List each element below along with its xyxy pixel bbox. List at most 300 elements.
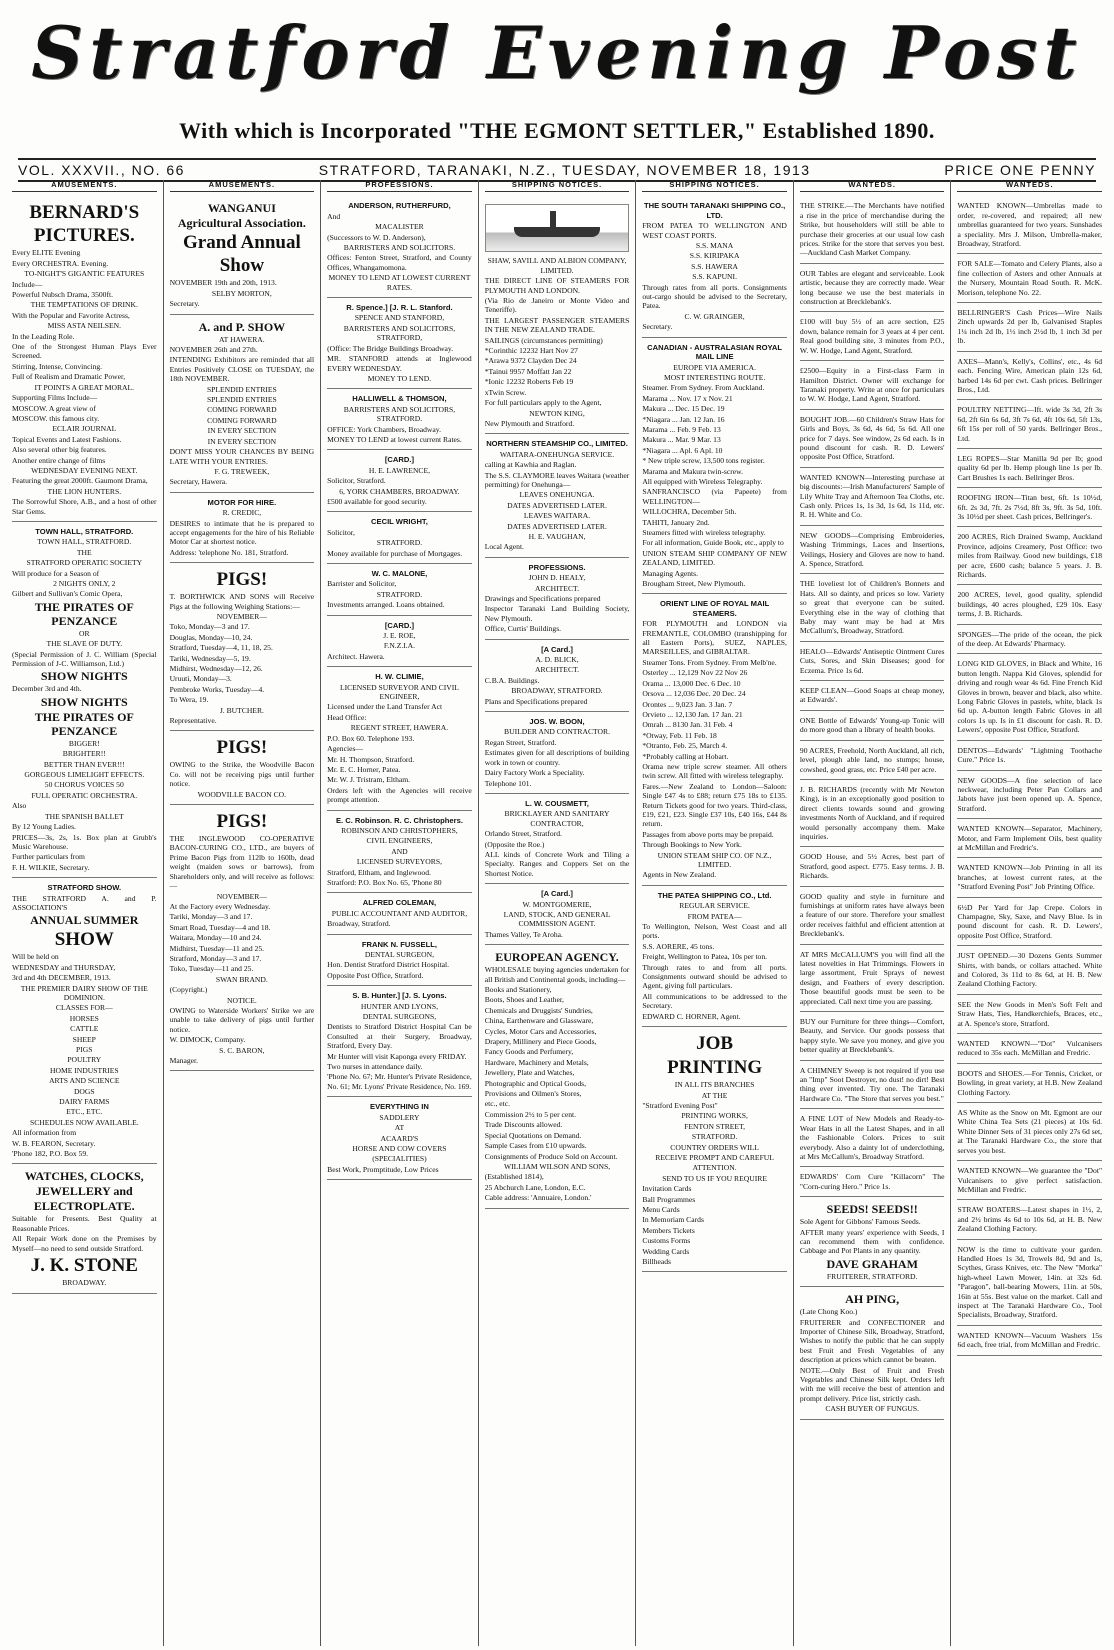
ad-line: Hardware, Machinery and Metals, <box>484 1057 589 1067</box>
ad-line: WANGANUI <box>207 201 276 216</box>
ad-line: SAILINGS (circumstances permitting) <box>484 335 603 345</box>
ad-line: THE <box>76 547 92 557</box>
ad-line: SHOW NIGHTS <box>40 694 128 709</box>
ad-line: PIGS! <box>216 569 268 591</box>
ad-line: Orders left with the Agencies will receive prompt attention. <box>327 785 472 805</box>
ad-line: F. G. TREWEEK, <box>214 466 270 476</box>
advertisement <box>12 878 157 1164</box>
column-7 <box>951 180 1108 1646</box>
ad-line: Tariki, Monday—3 and 17. <box>169 912 253 922</box>
ad-line: IN EVERY SECTION <box>207 426 277 436</box>
ad-line: REGENT STREET, HAWERA. <box>350 723 449 733</box>
ad-line: JEWELLERY and <box>35 1184 133 1199</box>
ad-line: Also several other big features. <box>12 445 107 455</box>
advertisement <box>170 805 315 1071</box>
ad-line: AND <box>391 846 408 856</box>
ad-line: Mr. H. Thompson, Stratford. <box>327 754 415 764</box>
ad-line: SPLENDID ENTRIES <box>206 384 277 394</box>
ad-line: NOTE.—Only Best of Fruit and Fresh Vegetables and Chinese Silk kept. Orders left with me will receive the best of attention and prompt delivery. Price list, strictly cash. <box>799 1365 945 1403</box>
advertisement <box>327 811 472 894</box>
ad-line: HORSES <box>69 1013 99 1023</box>
ad-line: MONEY TO LEND AT LOWEST CURRENT RATES. <box>328 273 471 292</box>
ad-line: Best Work, Promptitude, Low Prices <box>327 1164 439 1174</box>
ad-line: SADDLERY <box>379 1112 420 1122</box>
advertisement <box>957 946 1102 995</box>
ad-line: Agencies— <box>327 744 364 754</box>
ad-line: TAHITI, January 2nd. <box>642 517 710 527</box>
ad-line: Smart Road, Tuesday—4 and 18. <box>169 922 271 932</box>
ad-line: GORGEOUS LIMELIGHT EFFECTS. <box>24 770 145 780</box>
advertisement <box>800 361 945 410</box>
advertisement <box>800 1197 945 1287</box>
ad-line: Supporting Films Include— <box>12 393 98 403</box>
ad-line: Drapery, Millinery and Piece Goods, <box>484 1037 597 1047</box>
ad-line: A FINE LOT of New Models and Ready-to-Wear Hats in all the Latest Shapes, and in all the Fashionable Colors. Prices to suit everybody. Also a dainty lot of underclothing, at Mrs McCallum's, Broadway Stratford. <box>799 1114 945 1161</box>
column-header: AMUSEMENTS. <box>12 180 157 192</box>
ad-line: J. BUTCHER. <box>219 705 264 715</box>
ad-line: Marama and Makura twin-screw. <box>642 466 744 476</box>
advertisement <box>642 886 787 1027</box>
ad-line: C. W. GRAINGER, <box>684 311 745 321</box>
ad-line: Plans and Specifications prepared <box>484 696 588 706</box>
ad-line: 'Phone No. 67; Mr. Hunter's Private Residence, No. 61; Mr. Lyons' Private Residence, No. 169. <box>327 1072 472 1091</box>
advertisement <box>957 449 1102 488</box>
ad-line: ARCHITECT. <box>535 583 579 593</box>
ad-line: S. C. BARON, <box>219 1045 265 1055</box>
ad-line: NOVEMBER— <box>216 891 267 901</box>
ad-line: Will produce for a Season of <box>12 568 100 578</box>
ad-line: Jewellery, Plate and Watches, <box>484 1068 575 1078</box>
ad-line: F. H. WILKIE, Secretary. <box>12 862 90 872</box>
ad-line: NEW GOODS—Comprising Embroideries, Washing Trimmings, Laces and Insertions, Veilings, Hosiery and Gloves are now to hand. A. Spence, Stratford. <box>799 530 945 568</box>
ad-line: Regan Street, Stratford. <box>484 737 557 747</box>
ad-line: £2500—Equity in a First-class Farm in Hamilton District. Owner will exchange for Taranaki property. Write at once for particulars to W. W. Hodge, Land Agent, Stratford. <box>799 366 945 404</box>
ad-line: S.S. AORERE, 45 tons. <box>642 941 715 951</box>
ad-line: THE STRATFORD A. and P. ASSOCIATION'S <box>12 893 157 912</box>
ad-line: Uruuti, Monday—3. <box>169 674 232 684</box>
ad-line: New Plymouth and Stratford. <box>484 418 575 428</box>
ad-line: Cycles, Motor Cars and Accessories, <box>484 1026 597 1036</box>
ad-line: Every ORCHESTRA. Evening. <box>12 258 109 268</box>
advertisement <box>800 468 945 526</box>
ad-line: DESIRES to intimate that he is prepared to accept engagements for the hire of his Reliable Motor Car at shortest notice. <box>169 518 315 547</box>
advertisement <box>485 640 630 712</box>
ad-line: DOGS <box>73 1086 95 1096</box>
ad-line: EUROPEAN AGENCY. <box>495 950 619 965</box>
ad-line: Pembroke Works, Tuesday—4. <box>169 684 265 694</box>
ad-line: [CARD.] <box>384 620 414 630</box>
ad-line: [A Card.] <box>541 889 573 899</box>
ad-line: J. E. ROE, <box>383 631 416 641</box>
ad-line: BARRISTERS AND SOLICITORS. <box>343 243 456 253</box>
ad-line: WILLOCHRA, December 5th. <box>642 507 737 517</box>
advertisement <box>485 558 630 640</box>
ad-line: Solicitor, <box>327 527 355 537</box>
advertisement <box>957 1103 1102 1161</box>
ad-line: SPONGES—The pride of the ocean, the pick of the deep. At Edwards' Pharmacy. <box>957 629 1103 649</box>
ad-line: HEALO—Edwards' Antiseptic Ointment Cures Cuts, Sores, and Skin Diseases; good for Eczema. Price 1s 6d. <box>799 646 945 675</box>
ad-line: Waitara, Monday—10 and 24. <box>169 933 262 943</box>
ad-line: (SPECIALITIES) <box>372 1154 427 1164</box>
ad-line: MONEY TO LEND at lowest current Rates. <box>327 434 462 444</box>
ad-line: S.S. MANA <box>695 241 734 251</box>
ad-line: *Ionic 12232 Roberts Feb 19 <box>484 377 574 387</box>
ad-line: CATTLE <box>70 1024 99 1034</box>
ad-line: All equipped with Wireless Telegraphy. <box>642 476 763 486</box>
ad-line: Members Tickets <box>642 1225 695 1235</box>
ad-line: FROM PATEA— <box>687 911 742 921</box>
ad-line: For all information, Guide Book, etc., apply to <box>642 538 784 548</box>
ad-line: Mr. E. C. Horner, Patea. <box>327 764 401 774</box>
ad-line: ACAARD'S <box>380 1133 419 1143</box>
steamship-illustration <box>485 204 630 252</box>
ad-line: *Tainui 9957 Moffatt Jan 22 <box>484 366 572 376</box>
ad-line: ONE Bottle of Edwards' Young-up Tonic will do more good than a library of health books. <box>799 715 945 735</box>
ad-line: CIVIL ENGINEERS, <box>366 836 433 846</box>
ad-line: SEEDS! SEEDS!! <box>826 1202 918 1217</box>
advertisement <box>957 654 1102 740</box>
ad-line: MR. STANFORD attends at Inglewood EVERY WEDNESDAY. <box>327 354 472 373</box>
ad-line: SHOW <box>54 929 114 951</box>
ad-line: Toko, Monday—3 and 17. <box>169 622 250 632</box>
ad-line: RECEIVE PROMPT AND CAREFUL <box>655 1152 774 1162</box>
advertisement <box>642 338 787 595</box>
advertisement <box>170 731 315 805</box>
ad-line: AT THE <box>701 1090 728 1100</box>
place-date: STRATFORD, TARANAKI, N.Z., TUESDAY, NOVEMBER 18, 1913 <box>318 162 811 178</box>
ad-line: OWING to Waterside Workers' Strike we are unable to take delivery of pigs until further notice. <box>169 1005 315 1034</box>
ad-line: NEWTON KING, <box>529 408 585 418</box>
ad-line: COMING FORWARD <box>207 405 277 415</box>
ad-line: Two nurses in attendance daily. <box>327 1062 423 1072</box>
ad-line: PRINTING WORKS, <box>681 1111 748 1121</box>
ad-line: S. B. Hunter.] [J. S. Lyons. <box>352 991 447 1001</box>
advertisement <box>800 410 945 468</box>
ad-line: Thames Valley, Te Aroha. <box>484 929 563 939</box>
advertisement <box>485 196 630 434</box>
ad-line: 6½D Per Yard for Jap Crepe. Colors in Champagne, Sky, Saxe, and Navy Blue. Is in pound discount for cash. R. D. Lewers', opposite Post Office, Stratford. <box>957 902 1103 940</box>
ad-line: One of the Strongest Human Plays Ever Screened. <box>12 342 157 361</box>
ad-line: *Niagara ... Apl. 6 Apl. 10 <box>642 445 723 455</box>
ad-line: (Copyright.) <box>169 985 208 995</box>
ad-line: AT <box>394 1123 405 1133</box>
ad-line: Powerful Nubsch Drama, 3500ft. <box>12 290 114 300</box>
ad-line: Secretary. <box>169 299 200 309</box>
ad-line: ARTS AND SCIENCE <box>49 1076 120 1086</box>
ad-line: LEG ROPES—Star Manilla 9d per lb; good quality 6d per lb. Hemp plough line 1s per lb. Cart Brushes 1s each. Bellringer Bros. <box>957 453 1103 482</box>
ad-line: LICENSED SURVEYOR AND CIVIL ENGINEER, <box>339 682 459 702</box>
ad-line: Topical Events and Latest Fashions. <box>12 434 122 444</box>
advertisement <box>327 298 472 389</box>
ad-line: December 3rd and 4th. <box>12 684 82 694</box>
ad-line: Billheads <box>642 1257 671 1266</box>
advertisement <box>957 352 1102 401</box>
ad-line: HUNTER AND LYONS, <box>360 1001 438 1011</box>
ad-line: C.B.A. Buildings. <box>484 675 540 685</box>
ad-line: (Office: The Bridge Buildings Broadway. <box>327 343 454 353</box>
ad-line: THE PREMIER DAIRY SHOW OF THE DOMINION. <box>20 983 148 1002</box>
ad-line: SWAN BRAND. <box>215 974 268 984</box>
ad-line: Fares.—New Zealand to London—Saloon: Single £47 4s to £88; return £75 18s to £135. Return Tickets good for two years. Third-class, £19, £21, £23. Single £37 10s, £40 16s, £44 8s return. <box>642 781 787 829</box>
ad-line: 200 ACRES, Rich Drained Swamp, Auckland Province, adjoins Creamery, Post Office: two miles from Railway. Good new buildings, £18 per acre, £600 cash; balance 5 years. J. B. Richards. <box>957 532 1103 579</box>
ad-line: CLASSES FOR— <box>55 1003 113 1013</box>
ad-line: Mr Hunter will visit Kaponga every FRIDAY. <box>327 1051 467 1061</box>
ad-line: COUNTRY ORDERS WILL <box>670 1142 759 1152</box>
ad-line: MACALISTER <box>375 222 424 232</box>
advertisement <box>642 196 787 337</box>
ad-line: CASH BUYER OF FUNGUS. <box>825 1404 920 1414</box>
ad-line: Omrah ... 8130 Jan. 31 Feb. 4 <box>642 720 733 730</box>
ad-line: R. Spence.] [J. R. L. Stanford. <box>346 303 453 313</box>
ad-line: Include— <box>12 279 43 289</box>
advertisement <box>327 512 472 564</box>
ad-line: *Otway, Feb. 11 Feb. 18 <box>642 730 717 740</box>
column-header: PROFESSIONS. <box>327 180 472 192</box>
advertisement <box>12 522 157 878</box>
ad-line: Osterley ... 12,129 Nov 22 Nov 26 <box>642 668 748 678</box>
column-1 <box>6 180 164 1646</box>
ad-line: TO-NIGHT'S GIGANTIC FEATURES <box>24 269 145 279</box>
ad-line: *Otranto, Feb. 25, March 4. <box>642 741 728 751</box>
ad-line: KEEP CLEAN—Good Soaps at cheap money, at Edwards'. <box>799 686 945 705</box>
ad-line: W. MONTGOMERIE, <box>522 899 592 909</box>
ad-line: GOOD House, and 5½ Acres, best part of Stratford, good aspect. £775. Easy terms. J. B. Richards. <box>799 852 945 881</box>
ad-line: "Stratford Evening Post" <box>642 1100 718 1110</box>
advertisement <box>957 819 1102 858</box>
advertisement <box>327 1097 472 1180</box>
ad-line: Marama ... Nov. 17 x Nov. 21 <box>642 393 733 403</box>
ad-line: OUR Tables are elegant and serviceable. Look artistic, because they are correctly made. Wear long because we use the best materials in construction at Brecklebank's. <box>799 268 945 307</box>
column-5 <box>636 180 794 1646</box>
ad-line: W. B. FEARON, Secretary. <box>12 1138 96 1148</box>
ad-line: Makura ... Dec. 15 Dec. 19 <box>642 404 725 414</box>
ad-line: Menu Cards <box>642 1204 680 1214</box>
ad-line: NEW GOODS—A fine selection of lace neckwear, including Peter Pan Collars and Jabots have just been opened up. A. Spence, Stratford. <box>957 775 1103 813</box>
ad-line: 90 ACRES, Freehold, North Auckland, all rich, level, plough able land, no stumps; house, cowshed, good grass, etc. Price £40 per acre. <box>799 745 945 774</box>
ad-line: A CHIMNEY Sweep is not required if you use an "Imp" Soot Destroyer, no dust! no dirt! Best thing ever invented. Try one. The Taranaki Hardware Co. "The Store that serves you best." <box>799 1065 945 1103</box>
advertisement <box>327 450 472 512</box>
advertisement <box>642 1027 787 1272</box>
ad-line: [A Card.] <box>541 644 573 654</box>
ad-line: Estimates given for all descriptions of building work in town or country. <box>484 748 630 767</box>
ad-line: ORIENT LINE OF ROYAL MAIL STEAMERS. <box>659 599 770 618</box>
ad-line: Full of Realism and Dramatic Power, <box>12 372 126 382</box>
ad-line: ANDERSON, RUTHERFURD, <box>348 201 451 211</box>
ad-line: POULTRY NETTING—Ift. wide 3s 3d, 2ft 3s 6d, 2ft 6in 6s 6d, 3ft 7s 6d, 4ft 10s 6d, 5ft 13s, 6ft 15s per roll of 50 yards. Bellringer Bros., Ltd. <box>957 405 1103 443</box>
advertisement <box>957 1034 1102 1064</box>
ad-line: Cable address: 'Annuaire, London.' <box>484 1193 592 1203</box>
advertisement <box>642 594 787 885</box>
ad-line: WANTED KNOWN—Separator, Machinery, Motor, and Farm Implement Oils, best quality at McMillan and Fredric's. <box>957 824 1103 852</box>
ad-line: calling at Kawhia and Raglan. <box>484 460 577 470</box>
ad-line: WEDNESDAY EVENING NEXT. <box>31 465 138 475</box>
ad-line: BUY our Furniture for three things—Comfort, Beauty, and Service. Our goods possess that happy style. We save you money, and give you better quality at Brecklebank's. <box>799 1017 945 1055</box>
advertisement <box>800 196 945 263</box>
advertisement <box>800 642 945 681</box>
column-header: AMUSEMENTS. <box>170 180 315 192</box>
ad-line: GOOD quality and style in furniture and furnishings at uniform rates have always been a feature of our store. Therefore your smallest order receives faithful and efficient attention at Brecklebank's. <box>799 891 945 939</box>
ad-line: H. E. LAWRENCE, <box>368 465 431 475</box>
ad-line: LICENSED SURVEYORS, <box>356 857 442 867</box>
ad-line: Steamers fitted with wireless telegraphy. <box>642 528 766 537</box>
ad-line: Money available for purchase of Mortgages. <box>327 548 463 558</box>
ad-line: Orlando Street, Stratford. <box>484 829 562 839</box>
ad-line: Stratford, Eltham, and Inglewood. <box>327 867 431 877</box>
ad-line: THE STRIKE.—The Merchants have notified a rise in the price of merchandise during the Strike, but householders will still be able to purchase their groceries at our usual low cash prices. Strike for the store that serves you best.—Auckland Cash Market Company. <box>799 201 945 258</box>
ad-line: Douglas, Monday—10, 24. <box>169 632 253 642</box>
ad-line: Architect. Hawera. <box>327 651 385 661</box>
advertisement <box>485 884 630 945</box>
ad-line: BRICKLAYER AND SANITARY CONTRACTOR, <box>504 809 610 828</box>
ad-line: Orontes ... 9,023 Jan. 3 Jan. 7 <box>642 699 733 709</box>
price: PRICE ONE PENNY <box>944 162 1096 178</box>
ad-line: UNION STEAM SHIP COMPANY OF NEW ZEALAND, LIMITED. <box>642 548 787 568</box>
ad-line: DON'T MISS YOUR CHANCES BY BEING LATE WITH YOUR ENTRIES. <box>169 447 315 466</box>
ad-line: All communications to be addressed to the Secretary. <box>642 991 787 1011</box>
ad-line: Every ELITE Evening <box>12 248 81 258</box>
ad-line: HORSE AND COW COVERS <box>352 1143 447 1153</box>
ad-line: Stirring, Intense, Convincing. <box>12 361 103 371</box>
ad-line: Orama new triple screw steamer. All others twin screw. All fitted with wireless telegraphy. <box>642 761 787 781</box>
advertisement <box>957 1326 1102 1356</box>
ad-line: ALL kinds of Concrete Work and Tiling a Specialty. Ranges and Coppers Set on the Shortest Notice. <box>484 849 630 878</box>
ad-line: (Via Rio de Janeiro or Monte Video and Teneriffe). <box>484 296 630 315</box>
ad-line: EDWARDS' Corn Cure "Killacorn" The "Corn-curing Hero." Price 1s. <box>799 1172 945 1191</box>
ad-line: THE PIRATES OF PENZANCE <box>34 709 134 738</box>
ad-line: Secretary. <box>642 322 673 332</box>
ad-line: Provisions and Oilmen's Stores, <box>484 1089 582 1099</box>
ad-line: Stratford, Monday—3 and 17. <box>169 953 262 963</box>
ad-line: Makura ... Mar. 9 Mar. 13 <box>642 435 721 445</box>
ad-line: Invitation Cards <box>642 1184 692 1194</box>
ad-line: MISS ASTA NEILSEN. <box>47 321 122 331</box>
ad-line: BARRISTERS AND SOLICITORS, STRATFORD. <box>343 404 456 424</box>
ad-line: JOB <box>696 1033 734 1055</box>
ad-line: POULTRY <box>67 1055 102 1065</box>
ad-line: [CARD.] <box>384 455 414 465</box>
ad-line: FOR PLYMOUTH and LONDON via FREMANTLE, COLOMBO (transhipping for all Eastern Ports), SUEZ, NAPLES, MARSEILLES, and GIBRALTAR. <box>642 619 787 657</box>
advertisement <box>957 196 1102 254</box>
advertisement <box>957 254 1102 303</box>
ad-line: By 12 Young Ladies. <box>12 822 76 832</box>
ad-line: Drawings and Specifications prepared <box>484 594 601 603</box>
ad-line: WAITARA-ONEHUNGA SERVICE. <box>499 449 615 459</box>
ad-line: Midhirst, Tuesday—11 and 25. <box>169 943 265 953</box>
advertisement <box>327 667 472 810</box>
dateline <box>18 158 1096 182</box>
ad-line: Freight, Wellington to Patea, 10s per ton. <box>642 952 768 962</box>
ad-line: *Corinthic 12232 Hart Nov 27 <box>484 346 578 356</box>
ad-line: J. K. STONE <box>30 1255 138 1277</box>
ad-line: EVERYTHING IN <box>370 1102 429 1112</box>
ad-line: With the Popular and Favorite Actress, <box>12 310 130 320</box>
ad-line: BOUGHT JOB.—60 Children's Straw Hats for Girls and Boys, 3s 6d, 4s 6d, 5s 6d. All one price for 7 days. See window, 2s 6d each. Is in pound discount for cash. R. D. Lewers' opposite Post Office, Stratford. <box>799 414 945 462</box>
ad-line: Stratford: P.O. Box No. 65, 'Phone 80 <box>327 877 442 887</box>
ad-line: STRATFORD. <box>376 538 423 548</box>
ad-line: W. DIMOCK, Company. <box>169 1035 246 1045</box>
ad-line: Local Agent. <box>484 542 524 552</box>
ad-line: ROOFING IRON—Titan best, 6ft. 1s 10½d, 6ft. 2s 3d, 7ft. 2s 7½d, 8ft 3s, 9ft. 3s 5d, 10ft. 3s 10½d per sheet. Cash prices, Bellringer's. <box>957 493 1103 521</box>
ad-line: BROADWAY. <box>62 1278 107 1288</box>
column-header: SHIPPING NOTICES. <box>485 180 630 192</box>
ad-line: JOS. W. BOON, <box>529 717 585 727</box>
ad-line: AS White as the Snow on Mt. Egmont are our White China Tea Sets (21 pieces) at 10s 6d. White Dinner Sets of 31 pieces only 27s 6d set, at The Taranaki Hardware Co., the store that serves you best. <box>957 1108 1103 1155</box>
advertisement <box>327 935 472 987</box>
ad-line: Tariki, Wednesday—5, 19. <box>169 653 251 663</box>
ad-line: 6, YORK CHAMBERS, BROADWAY. <box>339 486 460 496</box>
ad-line: DENTAL SURGEONS, <box>362 1012 437 1022</box>
advertisement <box>170 196 315 314</box>
advertisement <box>800 1167 945 1197</box>
ad-line: A. D. BLICK, <box>535 655 579 665</box>
ad-line: WANTED KNOWN—Vacuum Washers 15s 6d each, free trial, from McMillan and Fredric. <box>957 1330 1103 1350</box>
ad-line: SELBY MORTON, <box>211 288 272 298</box>
ad-line: SCHEDULES NOW AVAILABLE. <box>29 1117 139 1127</box>
ad-line: *Probably calling at Hobart. <box>642 751 729 761</box>
ad-line: ANNUAL SUMMER <box>30 913 139 928</box>
advertisement <box>800 945 945 1012</box>
ad-line: F.N.Z.I.A. <box>383 641 416 651</box>
ad-line: DENTAL SURGEON, <box>364 950 435 959</box>
ad-line: Sample Cases from £10 upwards. <box>484 1141 587 1151</box>
ad-line: CECIL WRIGHT, <box>371 517 428 527</box>
ad-line: A. and P. SHOW <box>198 319 286 334</box>
newspaper-title: Stratford Evening Post <box>31 10 1083 95</box>
ad-line: OWING to the Strike, the Woodville Bacon Co. will not be receiving pigs until further notice. <box>169 760 315 789</box>
advertisement <box>800 574 945 641</box>
ad-line: HOME INDUSTRIES <box>50 1065 119 1075</box>
ad-line: FOR SALE—Tomato and Celery Plants, also a fine collection of Asters and other Annuals at the Nursery, Mountain Road South. R. McK. Morison, telephone No. 22. <box>957 259 1103 297</box>
ad-line: WEDNESDAY and THURSDAY, <box>12 962 116 972</box>
ad-line: Dairy Factory Work a Speciality. <box>484 768 585 778</box>
advertisement <box>170 563 315 731</box>
advertisement <box>327 986 472 1097</box>
ad-line: TOWN HALL, STRATFORD. <box>35 526 134 536</box>
ad-line: Managing Agents. <box>642 568 698 578</box>
ad-line: DENTOS—Edwards' "Lightning Toothache Cure." Price 1s. <box>957 745 1103 765</box>
column-6 <box>794 180 952 1646</box>
ad-line: S.S. KAPUNI. <box>692 272 737 282</box>
ad-line: NORTHERN STEAMSHIP CO., LIMITED. <box>486 439 628 449</box>
ad-line: J. B. RICHARDS (recently with Mr Newton King), is in an exceptionally good position to direct clients towards sound and growing investments North of Auckland, and if required would personally accompany them. Make inquiries. <box>799 784 945 841</box>
ad-line: Offices: Fenton Street, Stratford, and County Offices, Whangamomona. <box>327 253 472 272</box>
ad-line: BARRISTERS AND SOLICITORS, STRATFORD, <box>343 323 456 343</box>
advertisement <box>957 1200 1102 1239</box>
ad-line: ROBINSON AND CHRISTOPHERS, <box>341 825 458 835</box>
ad-line: Special Quotations on Demand. <box>484 1130 582 1140</box>
column-4 <box>479 180 637 1646</box>
ad-line: LEAVES ONEHUNGA. <box>519 490 595 500</box>
ad-line: Marama ... Feb. 9 Feb. 13 <box>642 424 721 434</box>
advertisement <box>957 488 1102 527</box>
advertisement <box>800 264 945 313</box>
ad-line: ELECTROPLATE. <box>33 1199 135 1214</box>
ad-line: FRANK N. FUSSELL, <box>361 939 437 949</box>
ad-line: MOTOR FOR HIRE. <box>207 497 277 507</box>
ad-line: HALLIWELL & THOMSON, <box>352 394 447 404</box>
ad-line: *Arawa 9372 Clayden Dec 24 <box>484 356 577 366</box>
ad-line: THE INGLEWOOD CO-OPERATIVE BACON-CURING CO., LTD., are buyers of Prime Bacon Pigs from 112lb to 160lb, dead weight (maiden sows or barrows), from Shareholders only, and will receive as follows:— <box>169 834 315 891</box>
ad-line: SEND TO US IF YOU REQUIRE <box>662 1173 767 1183</box>
ad-line: FRUITERER and CONFECTIONER and Importer of Chinese Silk, Broadway, Stratford, Wishes to notify the public that he can supply best Fruit and Fresh Vegetables of any description at prices which cannot be beaten. <box>799 1317 945 1365</box>
ad-line: E. C. Robinson. R. C. Christophers. <box>335 815 463 825</box>
ad-line: SPENCE AND STANFORD, <box>354 313 445 323</box>
ad-line: H. E. VAUGHAN, <box>528 531 586 541</box>
ad-line: PIGS! <box>216 737 268 759</box>
ad-line: Broadway, Stratford. <box>327 919 391 929</box>
advertisement <box>485 794 630 884</box>
ad-line: THE DIRECT LINE OF STEAMERS FOR PLYMOUTH AND LONDON. <box>484 276 630 295</box>
